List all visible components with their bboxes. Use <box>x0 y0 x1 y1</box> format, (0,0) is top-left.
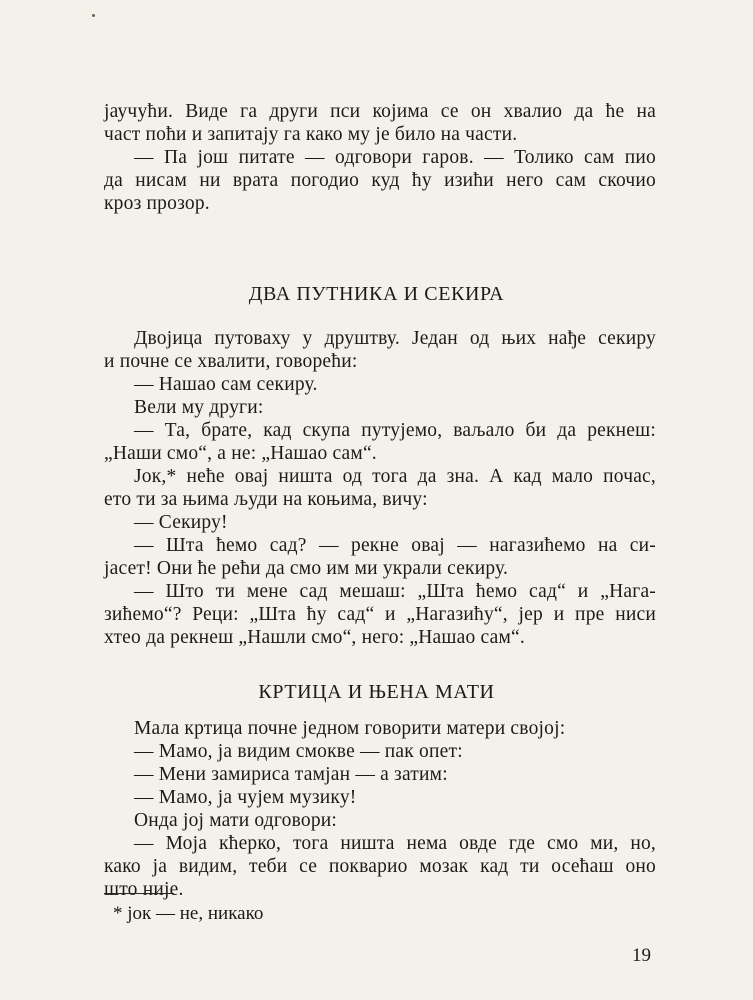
text-line: — Што ти мене сад мешаш: „Шта ћемо сад“ и „Нага- <box>134 581 656 602</box>
text-line: зићемо“? Реци: „Шта ћу сад“ и „Нагазићу“, јер и пре ниси <box>104 604 656 625</box>
text-line: — Мамо, ја чујем музику! <box>134 787 357 808</box>
text-line: хтео да рекнеш „Нашли смо“, него: „Нашао сам“. <box>104 627 525 648</box>
text-line: Јок,* неће овај ништа од тога да зна. А кад мало почас, <box>134 466 656 487</box>
text-line: како ја видим, теби се покварио мозак кад ти осећаш оно <box>104 856 656 877</box>
text-line: да нисам ни врата погодио куд ћу изићи него сам скочио <box>104 170 656 191</box>
story-body <box>104 717 656 901</box>
text-line: — Па још питате — одговори гаров. — Толико сам пио <box>134 147 656 168</box>
text-line: Мала кртица почне једном говорити матери својој: <box>134 718 566 739</box>
text-line: Вели му други: <box>134 397 264 418</box>
text-line: част поћи и запитају га како му је било на части. <box>104 124 518 145</box>
text-line: кроз прозор. <box>104 193 210 214</box>
text-line: — Мени замириса тамјан — а затим: <box>134 764 448 785</box>
text-line: ето ти за њима људи на коњима, вичу: <box>104 489 428 510</box>
text-line: — Та, брате, кад скупа путујемо, ваљало би да рекнеш: <box>134 420 656 441</box>
story-title: ДВА ПУТНИКА И СЕКИРА <box>248 283 505 305</box>
story-body <box>104 327 656 649</box>
text-line: — Моја кћерко, тога ништа нема овде где смо ми, но, <box>134 833 656 854</box>
text-line: — Шта ћемо сад? — рекне овај — нагазићемо на си- <box>134 535 656 556</box>
text-line: Онда јој мати одговори: <box>134 810 338 831</box>
story-title: КРТИЦА И ЊЕНА МАТИ <box>258 681 495 703</box>
text-line: јасет! Они ће рећи да смо им ми украли секиру. <box>104 558 509 579</box>
paper-speck <box>92 14 95 17</box>
text-line: Двојица путоваху у друштву. Један од њих нађе секиру <box>134 328 656 349</box>
text-line: — Мамо, ја видим смокве — пак опет: <box>134 741 463 762</box>
page-number: 19 <box>632 945 651 966</box>
footnote-rule <box>104 893 174 894</box>
footnote: * јок — не, никако <box>113 903 264 924</box>
text-line: — Нашао сам секиру. <box>134 374 318 395</box>
intro-text <box>104 100 656 215</box>
text-line: што није. <box>104 879 184 900</box>
text-line: — Секиру! <box>134 512 228 533</box>
text-line: јаучући. Виде га други пси којима се он хвалио да ће на <box>104 101 656 122</box>
text-line: и почне се хвалити, говорећи: <box>104 351 358 372</box>
text-line: „Наши смо“, а не: „Нашао сам“. <box>104 443 377 464</box>
